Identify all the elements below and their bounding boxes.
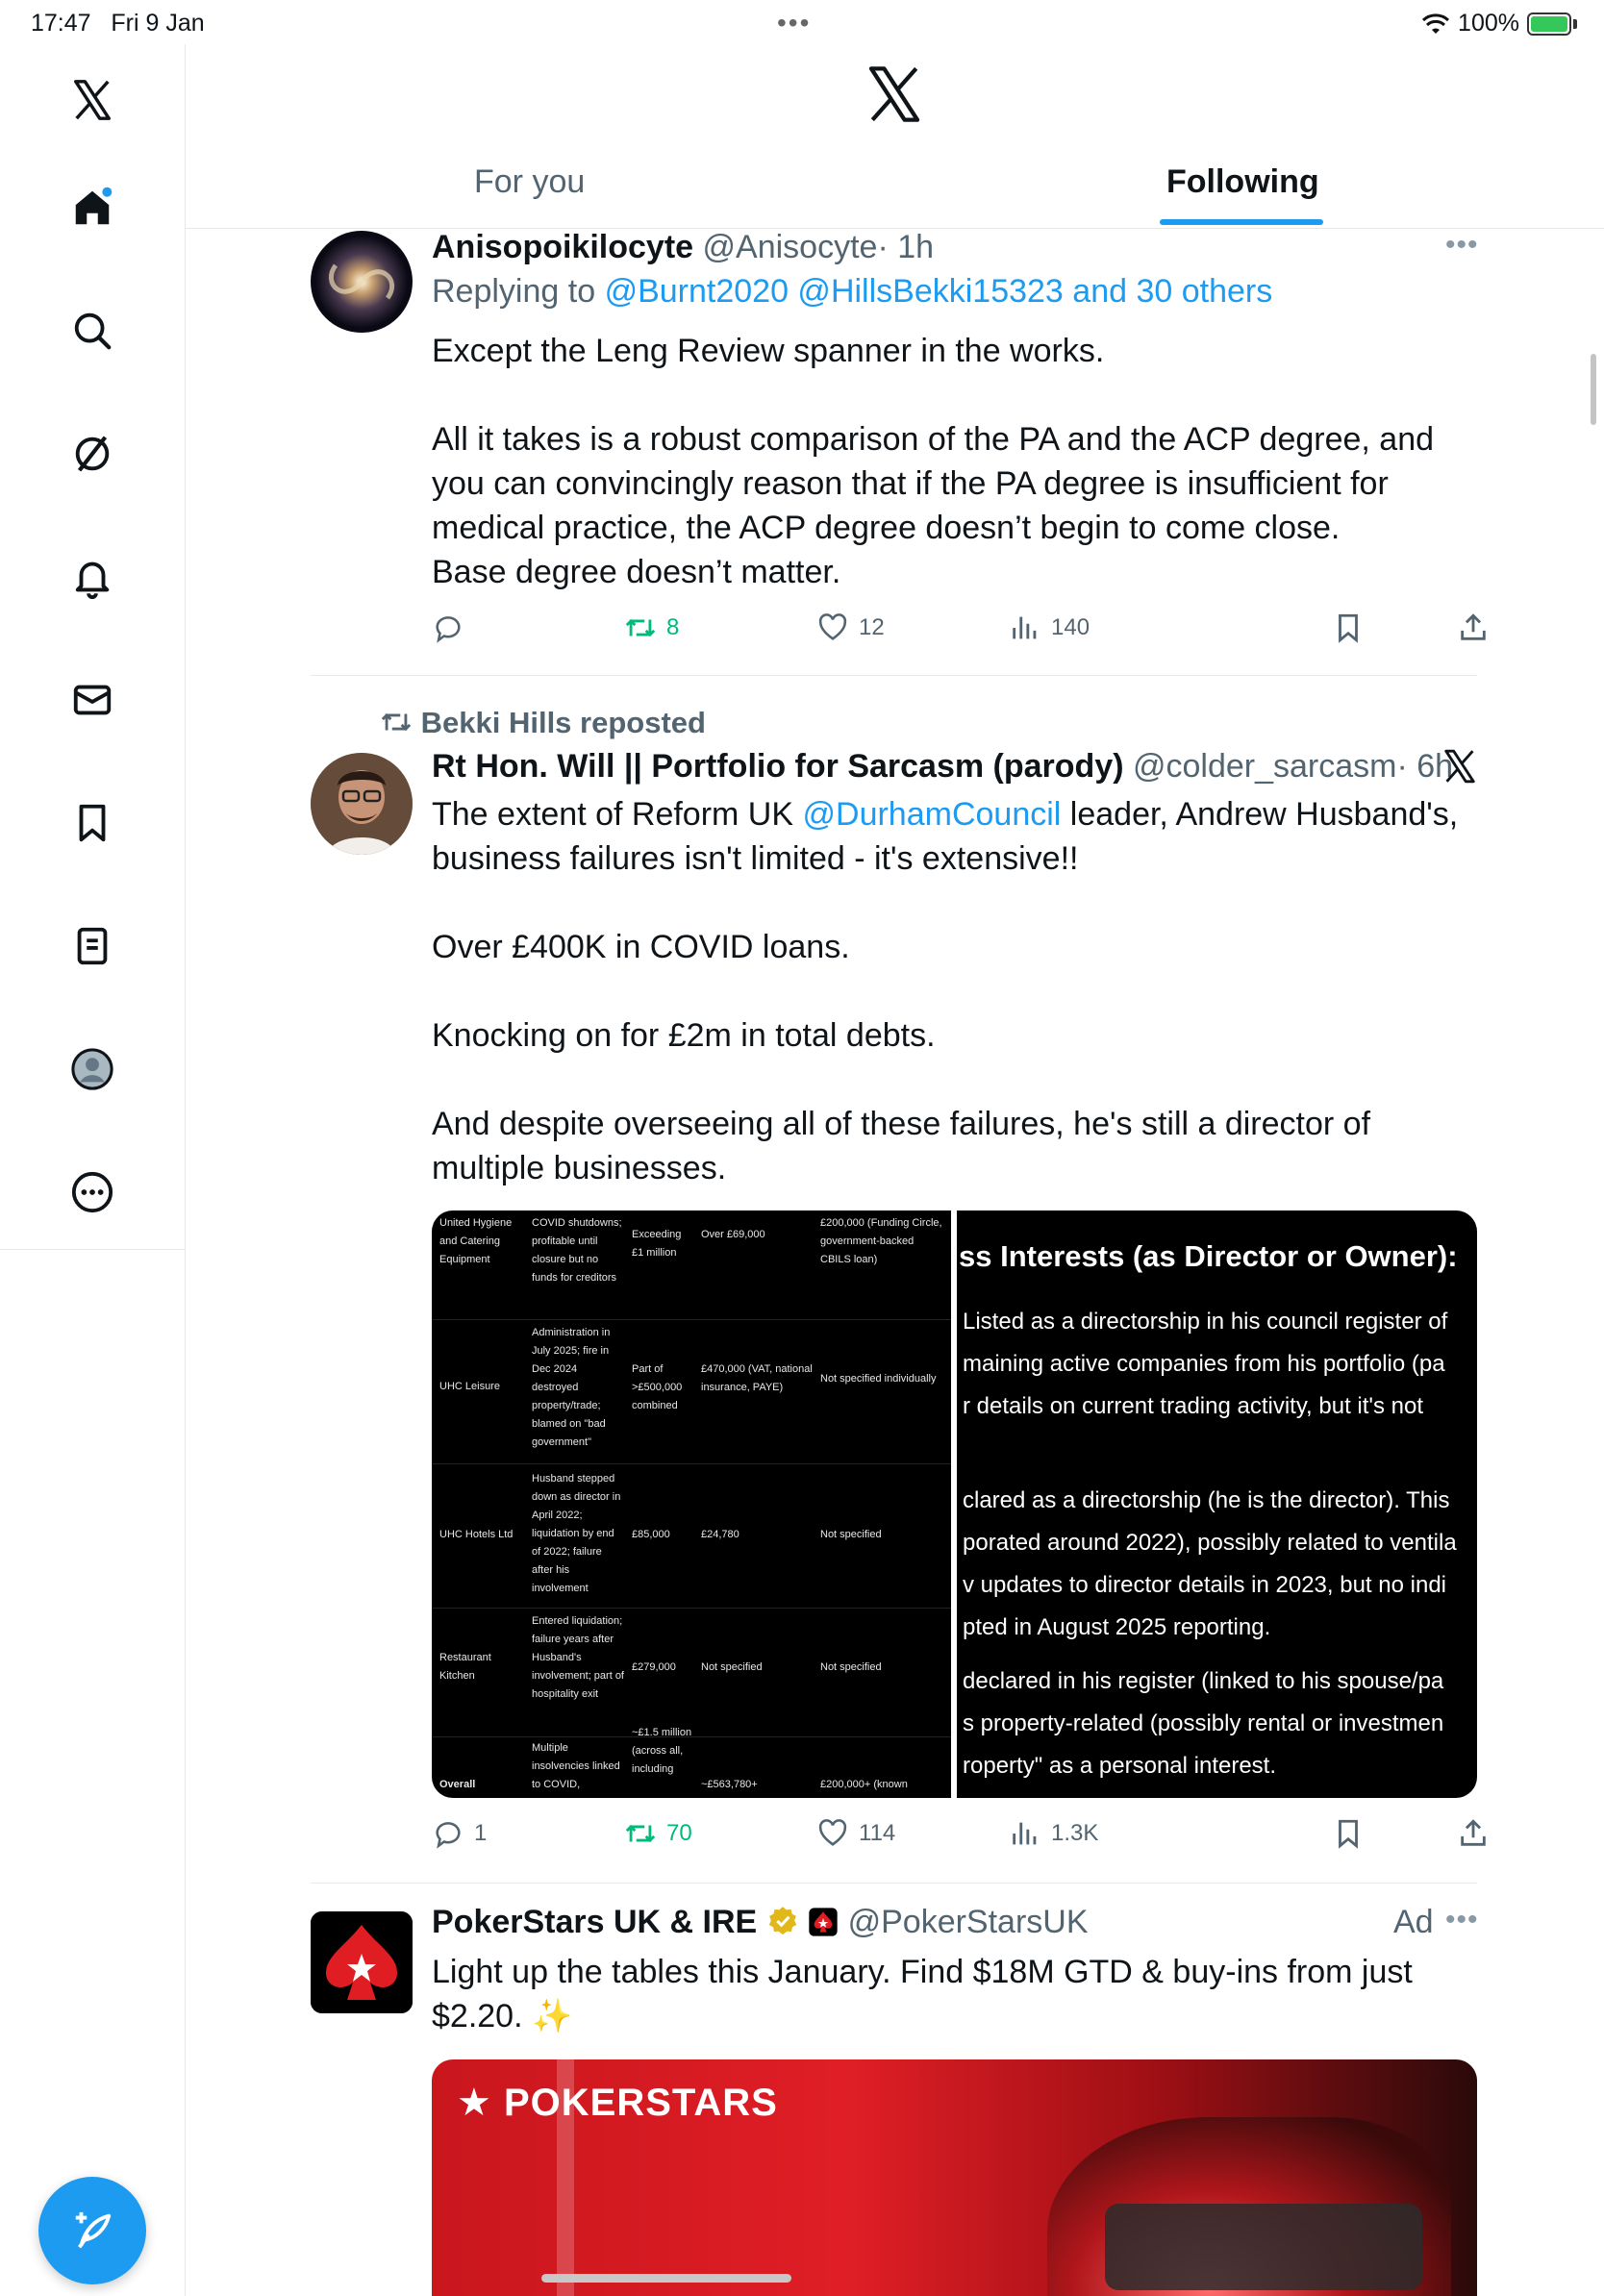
wifi-icon <box>1421 12 1450 36</box>
messages-mail-icon[interactable] <box>58 665 127 735</box>
search-icon[interactable] <box>58 296 127 365</box>
post-more-icon[interactable]: ••• <box>1445 229 1479 261</box>
sidebar <box>0 44 186 2296</box>
replying-to: Replying to @Burnt2020 @HillsBekki15323 and 30 others <box>432 273 1273 310</box>
views-chart-icon <box>1009 1817 1041 1850</box>
retweet-button[interactable]: 70 <box>624 1817 692 1850</box>
views-button[interactable]: 1.3K <box>1009 1817 1098 1850</box>
reply-icon <box>432 1817 464 1850</box>
post-more-icon[interactable]: ••• <box>1445 1904 1479 1935</box>
post-anisopoikilocyte[interactable] <box>311 229 1477 671</box>
timeline-tabs <box>186 144 1604 229</box>
post-time: · 1h <box>877 229 935 265</box>
author-handle[interactable]: @colder_sarcasm <box>1133 748 1397 785</box>
mention-durham-council[interactable]: @DurhamCouncil <box>802 796 1062 833</box>
bookmark-icon <box>1332 611 1365 644</box>
status-time: 17:47 Fri 9 Jan <box>31 10 205 37</box>
post-text: The extent of Reform UK @DurhamCouncil leader, Andrew Husband's, business failures isn't limited - it's extensive!! Over £400K in COVID loans. Knocking on for £2m in total debts. And despite overseeing all of these failures, he's still a director of multiple businesses. <box>432 796 1459 1186</box>
compose-feather-icon <box>70 2209 114 2253</box>
media-image-interests[interactable]: ss Interests (as Director or Owner): Listed as a directorship in his council register of maining active companies from his portfolio (pa r details on current trading activity, but it's not clared as a directorship (he is the director). This porated around 2022), possibly related to ventila v updates to director details in 2023, but no indi pted in August 2025 reporting. declared in his register (linked to his spouse/pa s property-related (possibly rental or investmen roperty" as a personal interest. <box>957 1210 1477 1798</box>
table-row: Overall Multiple insolvencies linked to COVID, ~£1.5 million (across all, including ~£563,780+ £200,000+ (known <box>439 1727 908 1790</box>
verified-gold-badge-icon <box>766 1905 799 1937</box>
post-media-images[interactable] <box>432 1210 1477 1798</box>
views-chart-icon <box>1009 611 1041 644</box>
post-actions <box>432 1817 1477 1856</box>
author-name[interactable]: Anisopoikilocyte <box>432 229 694 265</box>
retweet-icon <box>624 1817 657 1850</box>
header-x-logo-icon[interactable] <box>864 63 925 125</box>
reply-icon <box>432 611 464 644</box>
media-image-table[interactable] <box>432 1210 951 1798</box>
author-handle[interactable]: @PokerStarsUK <box>847 1904 1089 1940</box>
post-header <box>432 229 934 266</box>
scroll-indicator[interactable] <box>1591 354 1596 425</box>
views-button[interactable]: 140 <box>1009 611 1090 644</box>
active-tab-indicator <box>1160 219 1323 225</box>
grok-x-icon[interactable] <box>1441 748 1478 785</box>
share-button[interactable] <box>1457 611 1490 644</box>
home-icon[interactable] <box>58 173 127 242</box>
like-button[interactable]: 114 <box>816 1817 895 1850</box>
notifications-bell-icon[interactable] <box>58 542 127 611</box>
battery-icon <box>1527 12 1571 36</box>
post-header <box>432 1904 1089 1941</box>
repost-icon <box>380 706 413 738</box>
reply-button[interactable]: 1 <box>432 1817 487 1850</box>
repost-label[interactable]: Bekki Hills reposted <box>380 706 706 740</box>
post-text: Except the Leng Review spanner in the works. All it takes is a robust comparison of the PA and the ACP degree, and you can convincingly reason that if the PA degree is insufficient for medical practice, the ACP degree doesn’t begin to come close. Base degree doesn’t matter. <box>432 333 1435 590</box>
table-row: UHC Hotels Ltd Husband stepped down as director in April 2022; liquidation by end of 2022; failure after his involvement £85,000 £24,780 Not specified <box>432 1464 951 1609</box>
table-row: United Hygiene and Catering Equipment COVID shutdowns; profitable until closure but no funds for creditors Exceeding £1 million Over £69,000 £200,000 (Funding Circle, government-backed CBILS loan) <box>432 1214 951 1320</box>
post-header <box>432 748 1453 786</box>
share-icon <box>1457 611 1490 644</box>
reply-mentions[interactable]: @Burnt2020 @HillsBekki15323 and 30 others <box>604 273 1273 310</box>
avatar[interactable] <box>311 753 413 855</box>
post-time: · 6h <box>1396 748 1454 785</box>
tab-for-you[interactable]: For you <box>474 163 586 200</box>
author-name[interactable]: PokerStars UK & IRE <box>432 1904 758 1940</box>
x-logo-icon[interactable] <box>58 65 127 135</box>
profile-avatar-icon[interactable] <box>58 1035 127 1104</box>
status-bar <box>0 0 1604 44</box>
avatar[interactable] <box>311 1911 413 2013</box>
like-button[interactable]: 12 <box>816 611 885 644</box>
ad-media-video[interactable] <box>432 2059 1477 2296</box>
author-handle[interactable]: @Anisocyte <box>702 229 878 265</box>
heart-icon <box>816 1817 849 1850</box>
post-text: Light up the tables this January. Find $18M GTD & buy-ins from just $2.20. ✨ <box>432 1954 1413 2034</box>
home-indicator[interactable] <box>541 2274 791 2283</box>
battery-status: 100% <box>1421 10 1577 37</box>
grok-icon[interactable] <box>58 419 127 488</box>
avatar[interactable] <box>311 231 413 333</box>
post-actions <box>432 611 1477 650</box>
multitasking-dots[interactable]: ••• <box>777 8 812 37</box>
ad-brand-text: ★ POKERSTARS <box>457 2082 778 2124</box>
share-icon <box>1457 1817 1490 1850</box>
compose-post-button[interactable] <box>38 2177 146 2284</box>
reply-button[interactable] <box>432 611 464 644</box>
tab-following[interactable]: Following <box>1166 163 1319 200</box>
author-name[interactable]: Rt Hon. Will || Portfolio for Sarcasm (parody) <box>432 748 1124 785</box>
pokerstars-affiliate-icon <box>808 1907 839 1937</box>
retweet-icon <box>624 611 657 644</box>
share-button[interactable] <box>1457 1817 1490 1850</box>
ad-label[interactable]: Ad <box>1393 1904 1434 1940</box>
bookmark-button[interactable] <box>1332 1817 1365 1850</box>
table-row: Restaurant Kitchen Entered liquidation; failure years after Husband's involvement; part of hospitality exit £279,000 Not specified Not specified <box>432 1609 951 1737</box>
more-options-icon[interactable] <box>58 1158 127 1227</box>
bookmark-button[interactable] <box>1332 611 1365 644</box>
bookmark-icon <box>1332 1817 1365 1850</box>
lists-icon[interactable] <box>58 911 127 981</box>
heart-icon <box>816 611 849 644</box>
table-row: UHC Leisure Administration in July 2025; fire in Dec 2024 destroyed property/trade; blamed on "bad government" Part of >£500,000 combined £470,000 (VAT, national insurance, PAYE) Not specified individually <box>432 1320 951 1464</box>
bookmarks-icon[interactable] <box>58 788 127 858</box>
retweet-button[interactable]: 8 <box>624 611 679 644</box>
